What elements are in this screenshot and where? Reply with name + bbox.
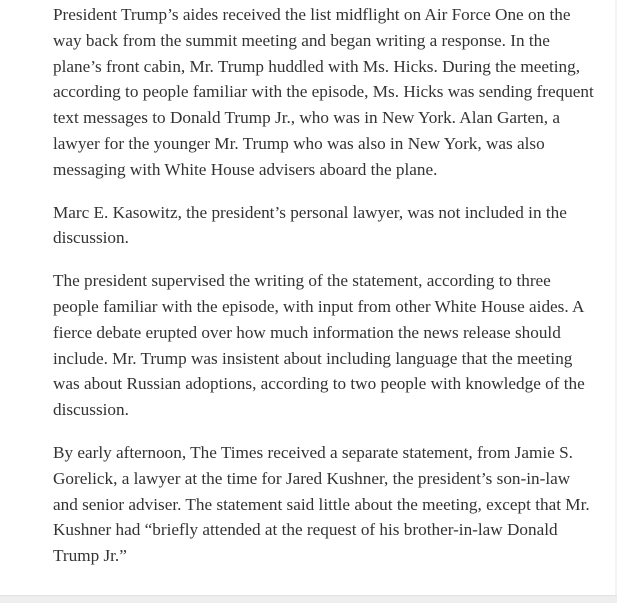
article-paragraph: President Trump’s aides received the list midflight on Air Force One on the way back from the summit meeting and began writing a response. In the plane’s front cabin, Mr. Trump huddled with Ms. Hicks. During the meeting, according to people familiar with the episode, Ms. Hicks was sending frequent text messages to Donald Trump Jr., who was in New York. Alan Garten, a lawyer for the younger Mr. Trump who was also in New York, was also messaging with White House advisers aboard the plane. (53, 5, 594, 179)
article-body (53, 0, 598, 586)
bottom-bar (0, 595, 617, 603)
article-paragraph: Marc E. Kasowitz, the president’s personal lawyer, was not included in the discussion. (53, 202, 567, 248)
article-paragraph: The president supervised the writing of the statement, according to three people familiar with the episode, with input from other White House aides. A fierce debate erupted over how much information the news release should include. Mr. Trump was insistent about including language that the meeting was about Russian adoptions, according to two people with knowledge of the discussion. (53, 271, 585, 420)
article-paragraph: By early afternoon, The Times received a separate statement, from Jamie S. Gorelick, a lawyer at the time for Jared Kushner, the president’s son-in-law and senior adviser. The statement said little about the meeting, except that Mr. Kushner had “briefly attended at the request of his brother-in-law Donald Trump Jr.” (53, 442, 590, 566)
